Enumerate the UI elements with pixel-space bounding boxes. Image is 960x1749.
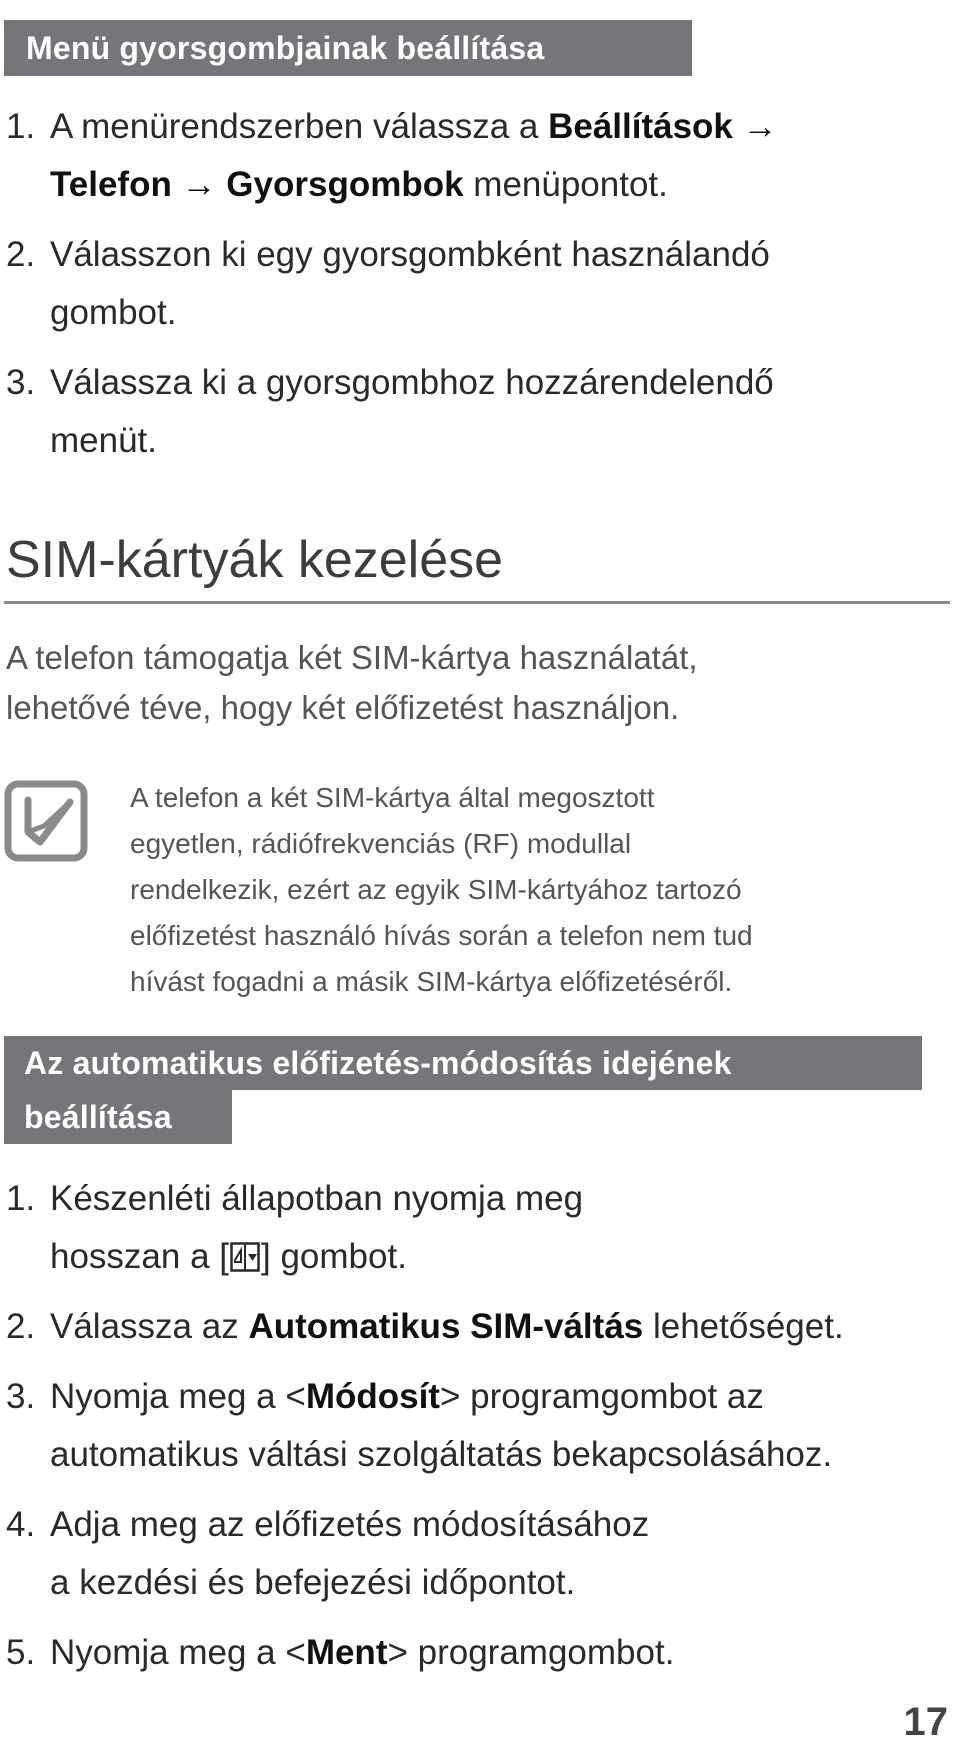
step-bold-text: Módosít (305, 1377, 440, 1416)
step-bold-text: Telefon → Gyorsgombok (50, 165, 464, 204)
step-bold-text: Beállítások → (548, 107, 778, 146)
step-number: 3. (6, 363, 36, 402)
step-number: 2. (6, 1307, 36, 1346)
list-item (6, 1170, 956, 1228)
note-text (130, 775, 753, 1005)
note-pencil-icon (4, 780, 88, 862)
section-heading-auto-switch (4, 1036, 922, 1090)
list-item-continuation: menüt. (50, 421, 157, 460)
step-text: Válasszon ki egy gyorsgombként használandó (50, 235, 770, 274)
step-text: Válassza ki a gyorsgombhoz hozzárendelendő (50, 363, 774, 402)
list-item (6, 1496, 956, 1554)
section-divider (4, 601, 950, 604)
dual-sim-key-icon (230, 1242, 260, 1272)
list-item-continuation (50, 156, 668, 214)
list-item-continuation (50, 1228, 407, 1286)
intro-line: lehetővé téve, hogy két előfizetést használjon. (6, 689, 680, 726)
list-item (6, 1624, 956, 1682)
section-title-sim-cards: SIM-kártyák kezelése (6, 531, 504, 589)
step-text: > programgombot. (387, 1633, 675, 1672)
step-text: lehetőséget. (643, 1307, 844, 1346)
step-bold-text: Ment (305, 1633, 388, 1672)
list-item (6, 98, 956, 156)
step-text: > programgombot az (439, 1377, 764, 1416)
step-text: ] gombot. (261, 1237, 407, 1276)
list-item (6, 1298, 956, 1356)
step-number: 5. (6, 1633, 36, 1672)
list-item (6, 1368, 956, 1426)
list-item-continuation: gombot. (50, 293, 177, 332)
page-number: 17 (903, 1700, 948, 1744)
list-item-continuation: automatikus váltási szolgáltatás bekapcsolásához. (50, 1435, 833, 1474)
step-text: menüpontot. (463, 165, 668, 204)
section-heading-text: Az automatikus előfizetés-módosítás idejének (24, 1045, 732, 1081)
step-text: Készenléti állapotban nyomja meg (50, 1179, 584, 1218)
step-text: Adja meg az előfizetés módosításához (50, 1505, 650, 1544)
step-number: 1. (6, 1179, 36, 1218)
note-line: előfizetést használó hívás során a telefon nem tud (130, 920, 753, 951)
step-text: Nyomja meg a < (50, 1377, 306, 1416)
step-text: Válassza az (50, 1307, 249, 1346)
step-text: hosszan a [ (50, 1237, 229, 1276)
note-line: hívást fogadni a másik SIM-kártya előfizetéséről. (130, 966, 733, 997)
list-item (6, 354, 956, 412)
list-item-continuation: a kezdési és befejezési időpontot. (50, 1563, 576, 1602)
note-line: rendelkezik, ezért az egyik SIM-kártyához tartozó (130, 874, 742, 905)
step-number: 2. (6, 235, 36, 274)
section-heading-auto-switch-line2 (4, 1090, 232, 1144)
step-text: Nyomja meg a < (50, 1633, 306, 1672)
list-item (6, 226, 956, 284)
intro-line: A telefon támogatja két SIM-kártya használatát, (6, 639, 698, 676)
section-heading-menu-shortcuts (4, 20, 692, 76)
step-bold-text: Automatikus SIM-váltás (248, 1307, 644, 1346)
section-heading-text: beállítása (24, 1099, 172, 1135)
step-number: 1. (6, 107, 36, 146)
section-heading-text: Menü gyorsgombjainak beállítása (26, 30, 545, 66)
note-line: A telefon a két SIM-kártya által megosztott (130, 782, 655, 813)
note-line: egyetlen, rádiófrekvenciás (RF) modullal (130, 828, 632, 859)
step-number: 3. (6, 1377, 36, 1416)
step-number: 4. (6, 1505, 36, 1544)
step-text: A menürendszerben válassza a (50, 107, 549, 146)
